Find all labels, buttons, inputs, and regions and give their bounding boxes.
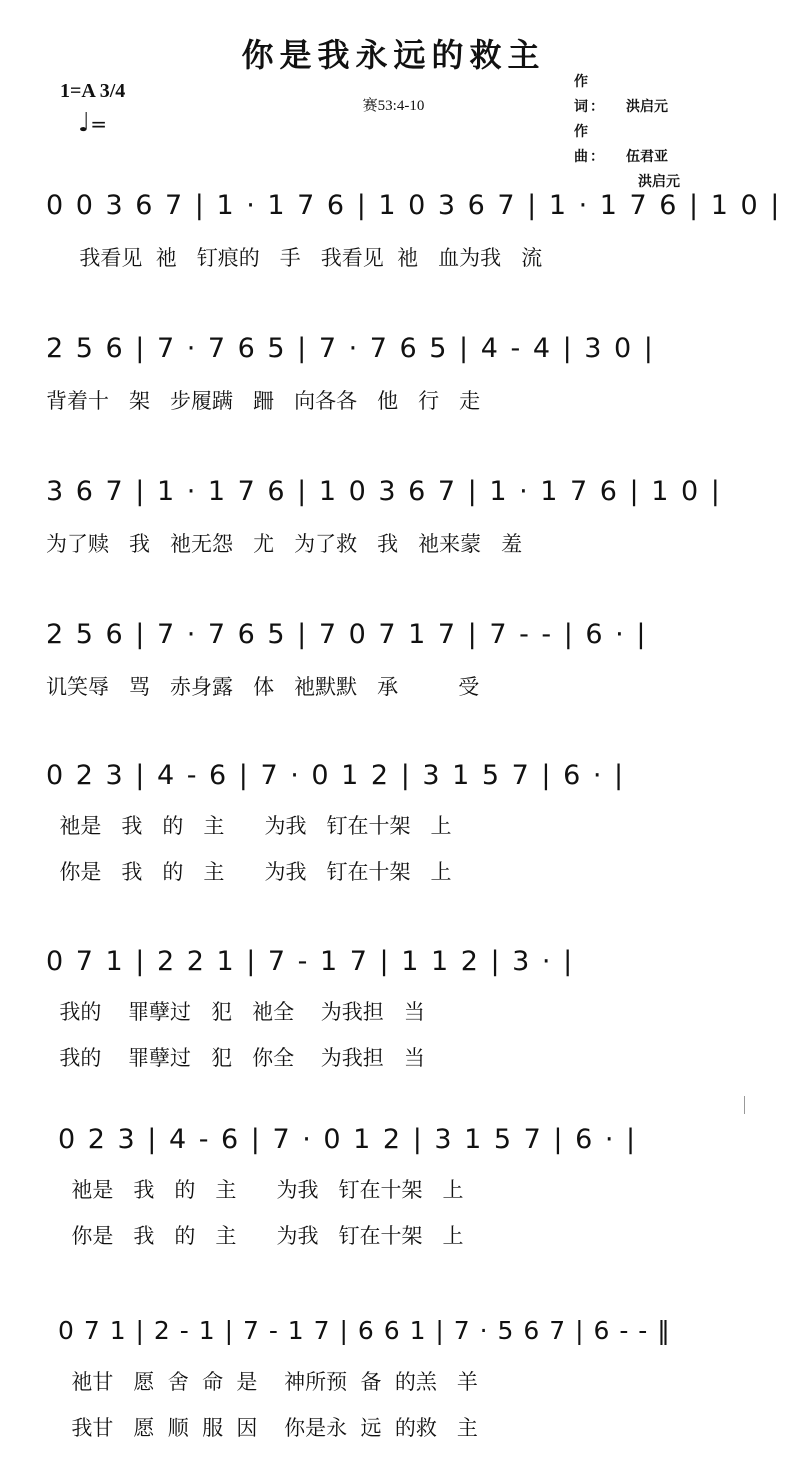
notation-line: 0 2 3 | 4 - 6 | 7 · 0 1 2 | 3 1 5 7 | 6 · | <box>46 760 626 791</box>
notation-line: 3 6 7 | 1 · 1 7 6 | 1 0 3 6 7 | 1 · 1 7 6 | 1 0 | <box>46 476 722 507</box>
composer-row <box>574 120 680 170</box>
notation-line: 0 0 3 6 7 | 1 · 1 7 6 | 1 0 3 6 7 | 1 · 1 7 6 | 1 0 | <box>46 190 782 221</box>
page-title: 你是我永远的救主 <box>241 36 546 74</box>
notation-line: 0 7 1 | 2 2 1 | 7 - 1 7 | 1 1 2 | 3 · | <box>46 946 575 977</box>
composer-label: 作 曲： <box>574 124 606 165</box>
lyricist-label: 作 词： <box>574 74 606 115</box>
lyric-line: 祂是 我 的 主 为我 钉在十架 上 <box>46 814 452 838</box>
lyricist-row <box>574 70 680 120</box>
key-signature: 1=A 3/4 <box>60 80 126 102</box>
lyric-line: 你是 我 的 主 为我 钉在十架 上 <box>46 860 452 884</box>
credits <box>574 70 680 195</box>
lyricist-name: 洪启元 <box>626 99 668 115</box>
lyric-line: 我的 罪孽过 犯 你全 为我担 当 <box>46 1046 425 1070</box>
lyric-line: 我的 罪孽过 犯 祂全 为我担 当 <box>46 1000 425 1024</box>
scripture-reference: 赛53:4-10 <box>362 98 425 114</box>
notation-line: 2 5 6 | 7 · 7 6 5 | 7 0 7 1 7 | 7 - - | 6 · | <box>46 619 648 650</box>
notation-line: 0 7 1 | 2 - 1 | 7 - 1 7 | 6 6 1 | 7 · 5 6 7 | 6 - - ‖ <box>58 1316 671 1345</box>
lyric-line: 讥笑辱 骂 赤身露 体 祂默默 承 受 <box>46 675 480 699</box>
composer-name-1: 伍君亚 <box>626 149 668 165</box>
lyric-line: 为了赎 我 祂无怨 尤 为了救 我 祂来蒙 羞 <box>46 532 523 556</box>
lyric-line: 你是 我 的 主 为我 钉在十架 上 <box>58 1224 464 1248</box>
composer-name-2: 洪启元 <box>638 174 680 190</box>
lyric-line: 祂甘 愿 舍 命 是 神所预 备 的羔 羊 <box>58 1370 478 1394</box>
lyric-line: 祂是 我 的 主 为我 钉在十架 上 <box>58 1178 464 1202</box>
notation-line: 0 2 3 | 4 - 6 | 7 · 0 1 2 | 3 1 5 7 | 6 · | <box>58 1124 638 1155</box>
notation-line: 2 5 6 | 7 · 7 6 5 | 7 · 7 6 5 | 4 - 4 | 3 0 | <box>46 333 655 364</box>
quarter-note-icon: ♩ <box>78 108 91 138</box>
lyric-line: 我看见 祂 钉痕的 手 我看见 祂 血为我 流 <box>46 246 543 270</box>
lyric-line: 背着十 架 步履蹒 跚 向各各 他 行 走 <box>46 389 481 413</box>
tempo-equals: = <box>90 112 108 136</box>
edge-mark <box>744 1096 745 1114</box>
lyric-line: 我甘 愿 顺 服 因 你是永 远 的救 主 <box>58 1416 478 1440</box>
